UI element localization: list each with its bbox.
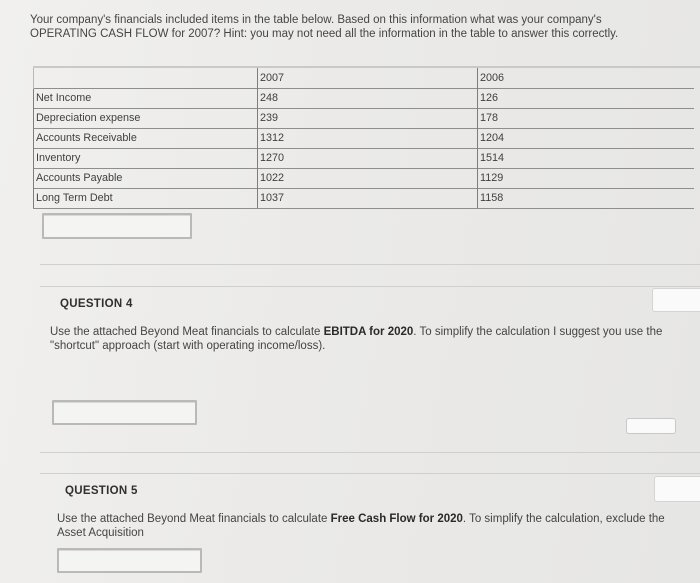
row-label: Accounts Receivable [34,128,258,148]
question-3-prompt [30,13,690,41]
cell-2007: 1037 [258,188,478,208]
financials-table-container [33,66,700,211]
header-year-2007: 2007 [258,68,478,88]
cell-2006: 1204 [478,128,694,148]
question-5-line-2: Asset Acquisition [57,527,144,539]
section-divider [40,452,700,453]
question-4-line-1 [50,325,700,339]
question-4-emphasis: EBITDA for 2020 [323,326,414,338]
cell-2006: 178 [478,108,694,128]
cell-2006: 1158 [478,188,694,208]
cell-2007: 239 [258,108,478,128]
cell-2007: 248 [258,88,478,108]
table-row [34,168,694,188]
question-4-scroll-marker [626,418,676,434]
question-5-answer-input[interactable] [57,548,202,573]
question-5-text: Use the attached Beyond Meat financials to calculate [57,513,331,525]
question-5-line-1 [57,512,697,526]
question-4-answer-input[interactable] [52,400,197,425]
header-empty-cell [34,68,258,88]
row-label: Inventory [34,148,258,168]
cell-2007: 1022 [258,168,478,188]
section-divider [40,264,700,265]
table-header-row [34,68,694,88]
question-4-status-flag [652,288,700,312]
question-5-status-flag [654,476,700,502]
question-5-title: QUESTION 5 [65,485,138,497]
row-label: Depreciation expense [34,108,258,128]
cell-2006: 1129 [478,168,694,188]
row-label: Accounts Payable [34,168,258,188]
question-5-emphasis: Free Cash Flow for 2020 [330,513,463,525]
row-label: Long Term Debt [34,188,258,208]
cell-2006: 126 [478,88,694,108]
cell-2007: 1312 [258,128,478,148]
cell-2007: 1270 [258,148,478,168]
question-3-line-1: Your company's financials included items in the table below. Based on this information what was your company's [30,14,602,26]
section-divider [40,286,700,287]
table-row [34,188,694,208]
table-row [34,148,694,168]
table-row [34,128,694,148]
question-5-text-end: . To simplify the calculation, exclude the [462,513,665,525]
question-4-text-end: . To simplify the calculation I suggest you use the [413,326,663,338]
question-4-title: QUESTION 4 [60,298,133,310]
table-row [34,108,694,128]
question-3-line-2: OPERATING CASH FLOW for 2007? Hint: you may not need all the information in the table to answer this correctly. [30,28,619,40]
financials-table [33,68,694,209]
header-year-2006: 2006 [478,68,694,88]
cell-2006: 1514 [478,148,694,168]
question-3-answer-input[interactable] [42,213,192,239]
table-row [34,88,694,108]
question-4-text: Use the attached Beyond Meat financials to calculate [50,326,324,338]
section-divider [40,473,700,474]
row-label: Net Income [34,88,258,108]
question-4-line-2: "shortcut" approach (start with operating income/loss). [50,340,326,352]
question-5-prompt [57,512,697,540]
question-4-prompt [50,325,700,353]
